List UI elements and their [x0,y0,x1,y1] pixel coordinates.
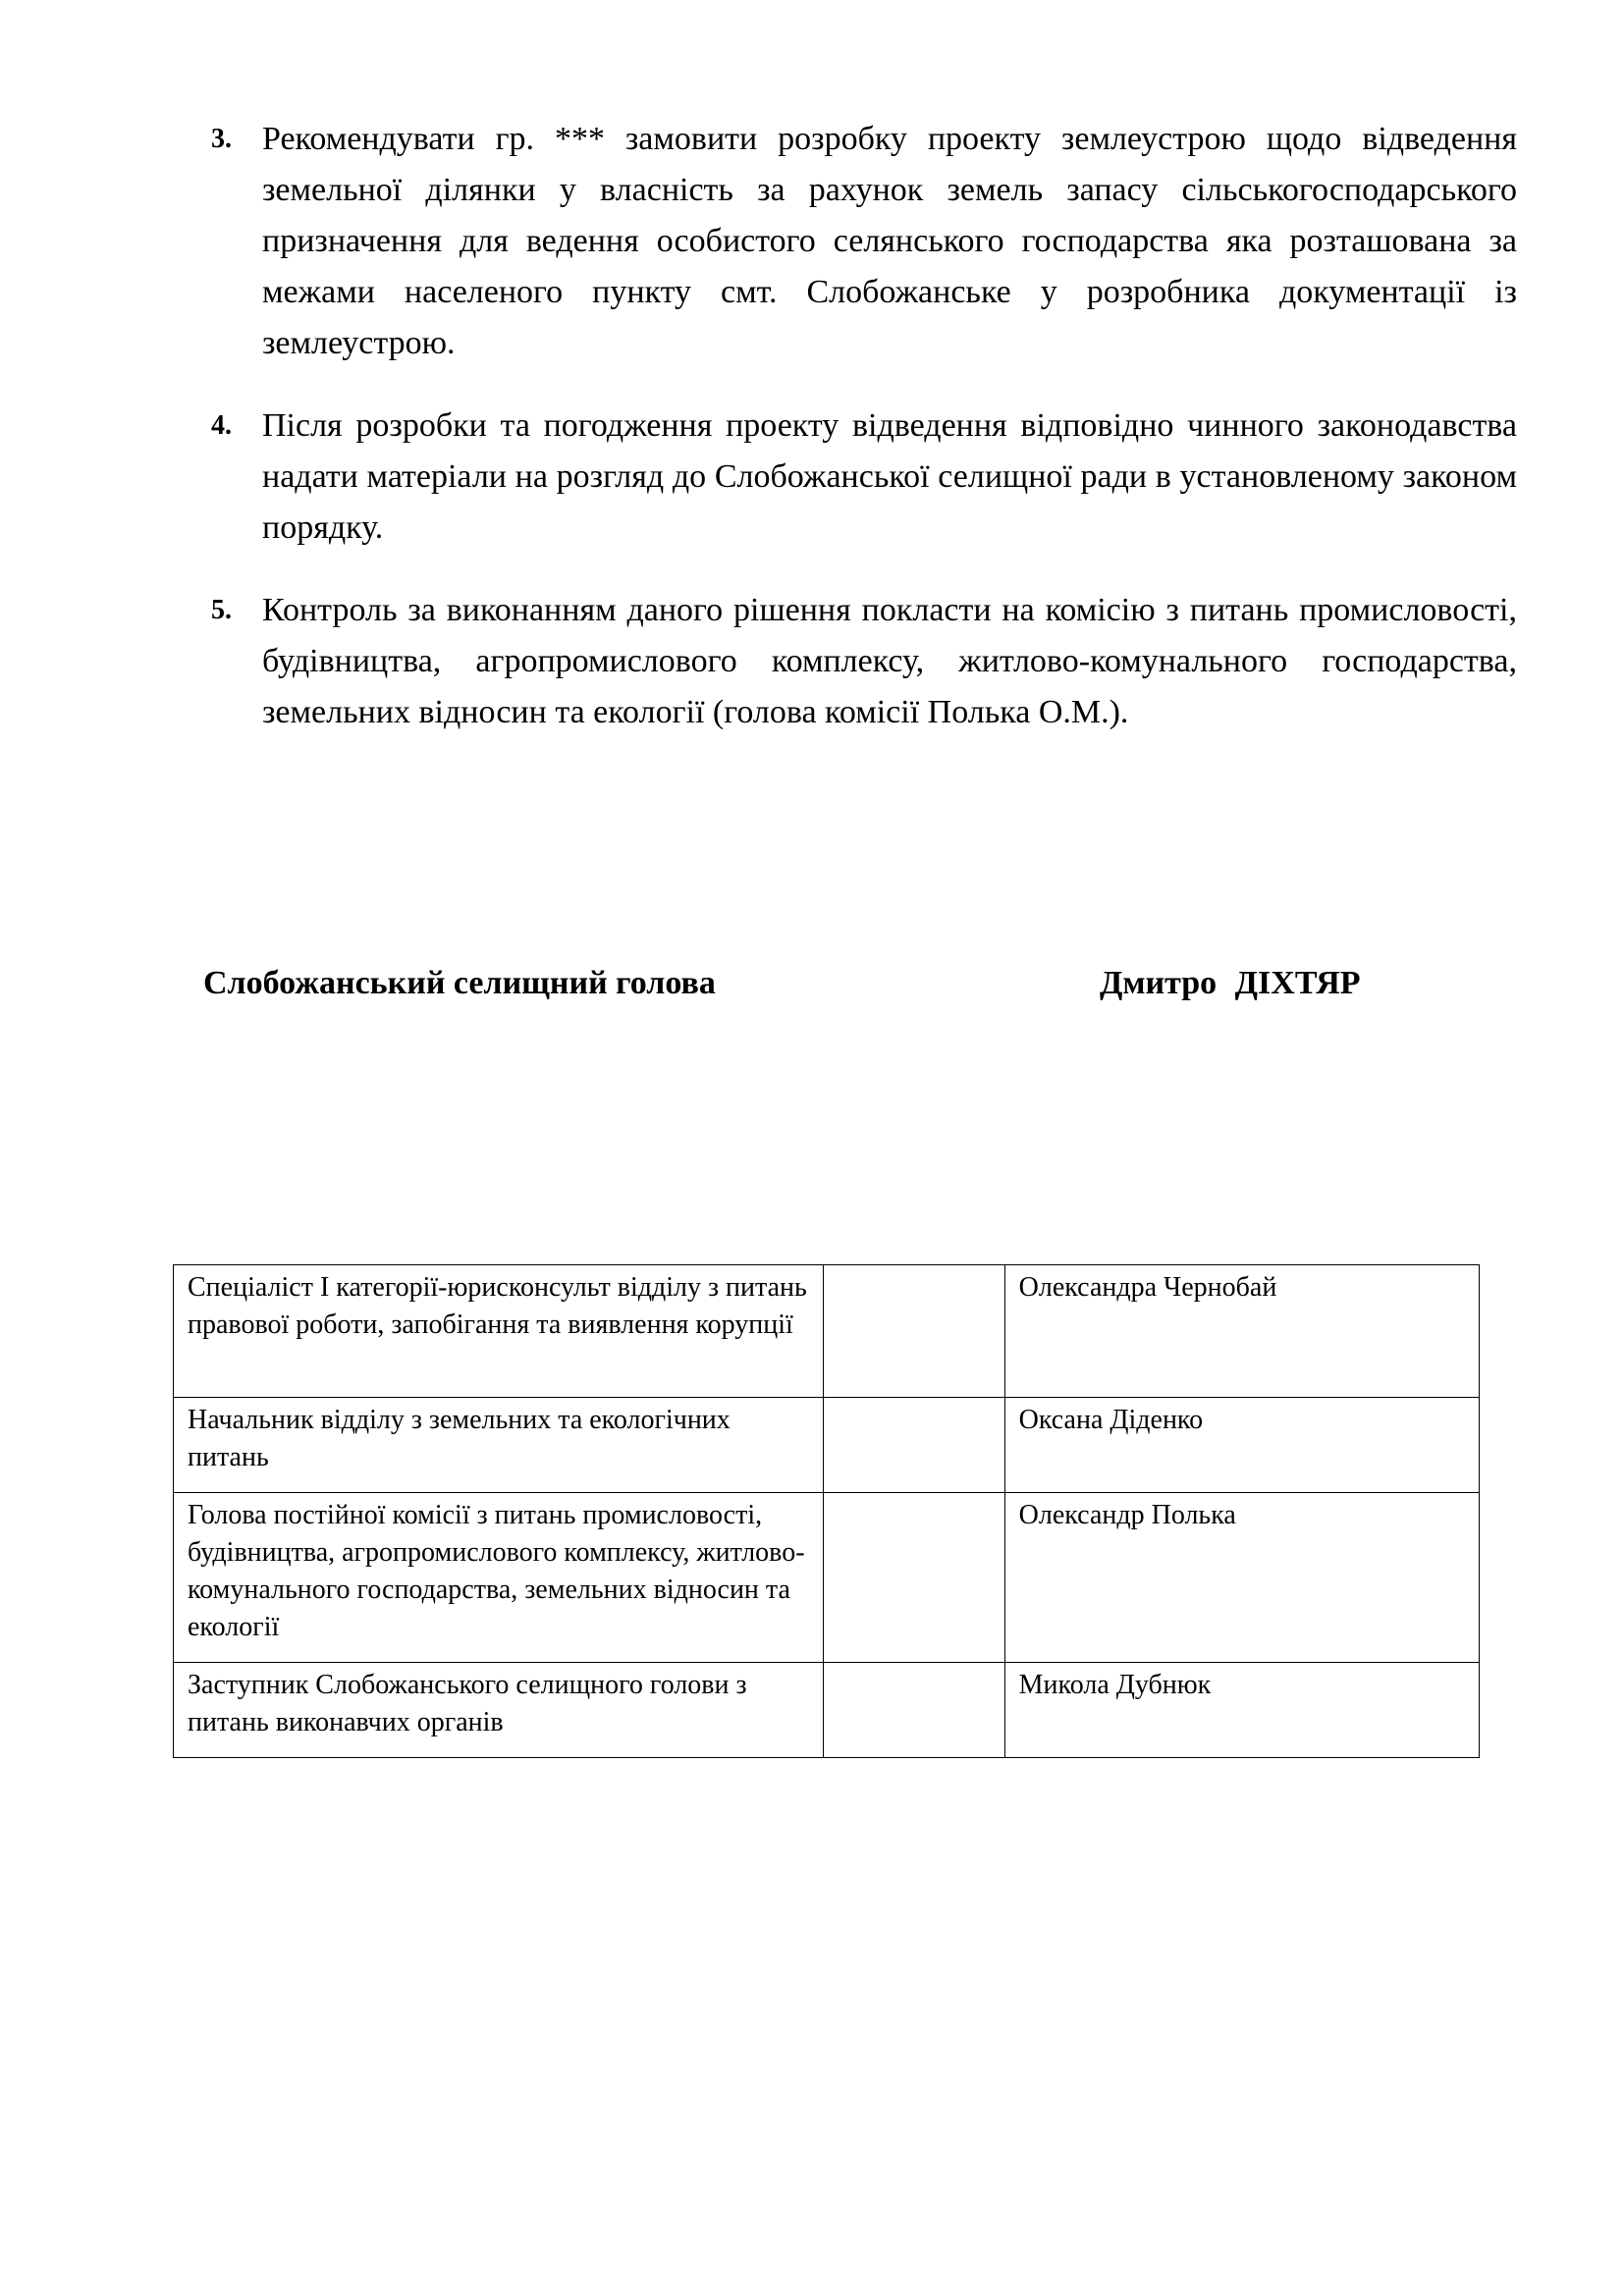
item-number: 5. [211,595,232,625]
approver-signature [823,1265,1004,1398]
item-text: Контроль за виконанням даного рішення покласти на комісію з питань промисловості, будівництва, агропромислового комплексу, житлово-комунального господарства, земельних відносин та екології (голова комісії Полька О.М.). [262,592,1517,730]
resolution-item [211,114,1517,369]
approver-role: Начальник відділу з земельних та екологічних питань [174,1398,824,1493]
approver-name: Олександр Полька [1004,1493,1479,1663]
approver-signature [823,1493,1004,1663]
table-row [174,1493,1480,1663]
approver-name: Олександра Чернобай [1004,1265,1479,1398]
resolution-item [211,400,1517,554]
approver-role: Голова постійної комісії з питань промисловості, будівництва, агропромислового комплексу, житлово-комунального господарства, земельних відносин та екології [174,1493,824,1663]
item-text: Рекомендувати гр. *** замовити розробку проекту землеустрою щодо відведення земельної ділянки у власність за рахунок земель запасу сільськогосподарського призначення для ведення особистого селянського господарства яка розташована за межами населеного пункту смт. Слобожанське у розробника документації із землеустрою. [262,121,1517,361]
item-number: 3. [211,124,232,154]
item-number: 4. [211,410,232,441]
approver-name: Оксана Діденко [1004,1398,1479,1493]
approver-signature [823,1398,1004,1493]
signature-name: Дмитро ДІХТЯР [1100,965,1361,1001]
resolution-items-list [211,114,1517,770]
resolution-item [211,585,1517,738]
table-row [174,1265,1480,1398]
approver-role: Заступник Слобожанського селищного голови з питань виконавчих органів [174,1663,824,1758]
approver-signature [823,1663,1004,1758]
approver-name: Микола Дубнюк [1004,1663,1479,1758]
item-text: Після розробки та погодження проекту відведення відповідно чинного законодавства надати матеріали на розгляд до Слобожанської селищної ради в установленому законом порядку. [262,407,1517,546]
approver-role: Спеціаліст І категорії-юрисконсульт відділу з питань правової роботи, запобігання та виявлення корупції [174,1265,824,1398]
signature-position: Слобожанський селищний голова [203,965,716,1001]
table-row [174,1398,1480,1493]
table-row [174,1663,1480,1758]
approvals-table [173,1264,1480,1758]
